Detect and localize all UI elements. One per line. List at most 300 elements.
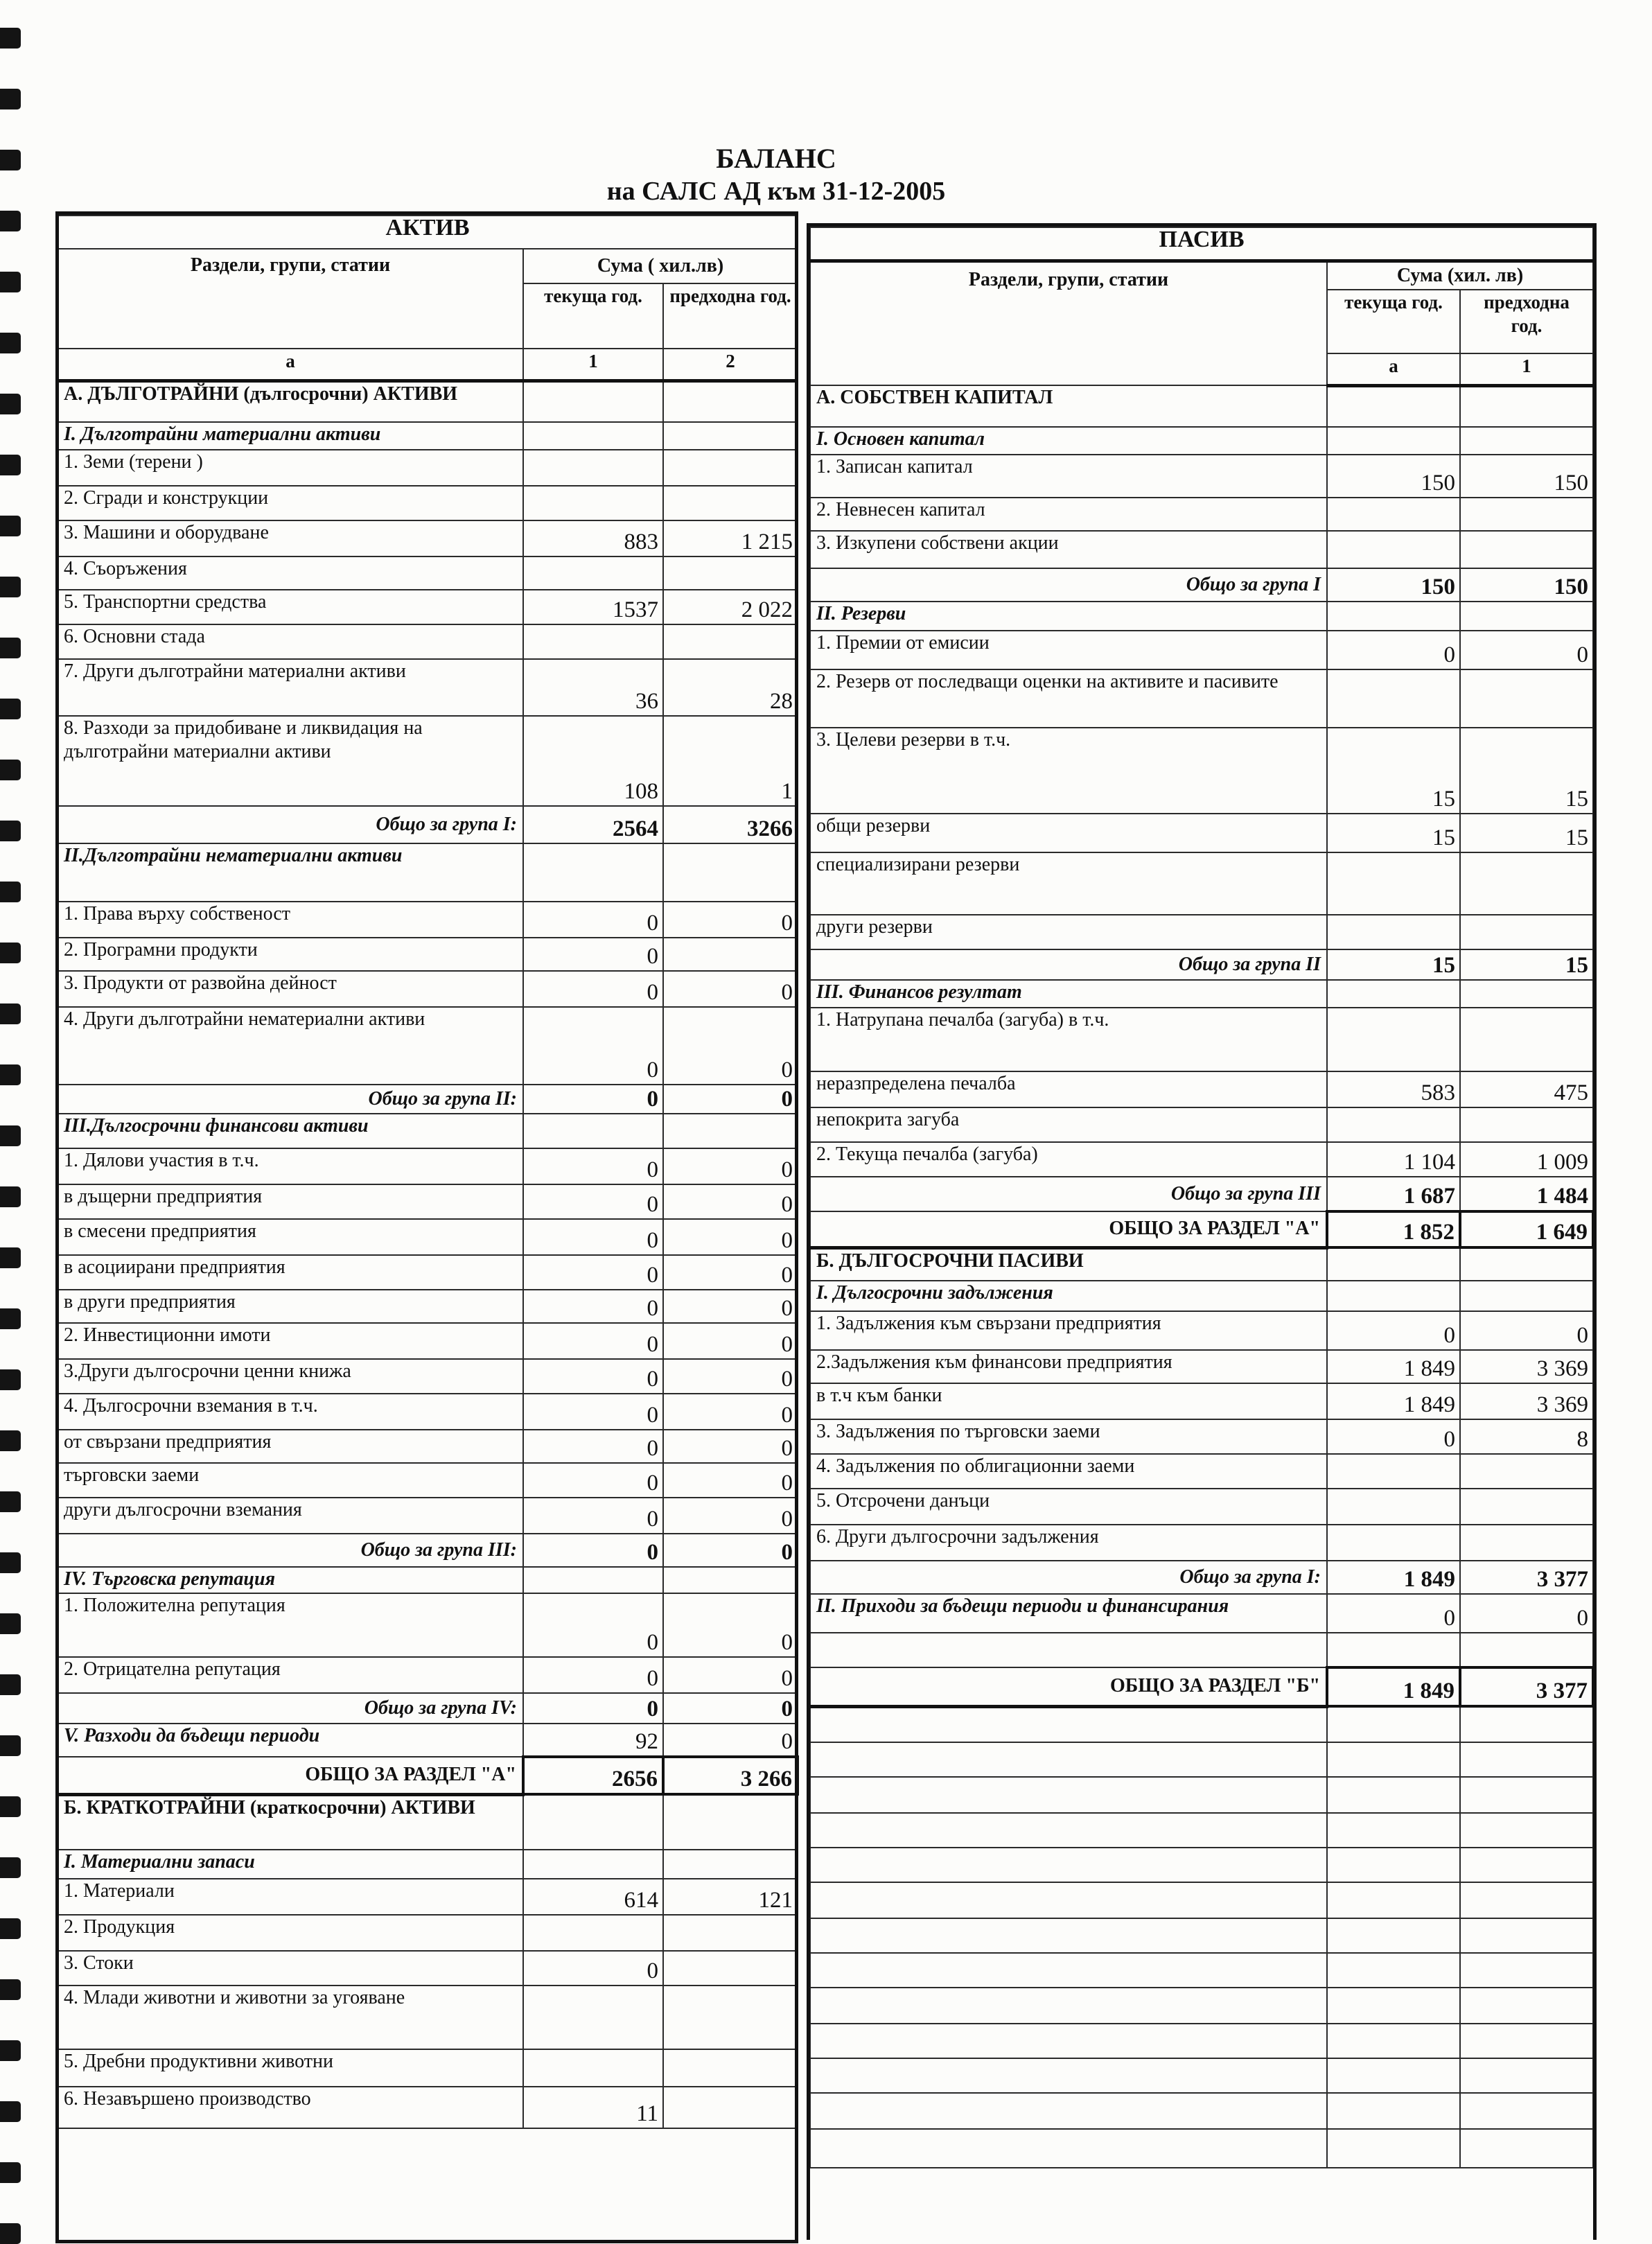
asset-row-label: 4. Съоръжения (58, 556, 523, 590)
asset-row-label: в смесени предприятия (58, 1219, 523, 1255)
liability-row-label: Общо за група III (810, 1177, 1327, 1211)
liability-idx-a: а (1327, 353, 1460, 385)
asset-row-label: 6. Незавършено производство (58, 2087, 523, 2128)
binding-ring (0, 28, 21, 49)
binding-ring (0, 394, 21, 414)
asset-row-previous: 0 (663, 1085, 798, 1114)
asset-row (58, 1915, 798, 1951)
liability-row-previous: 0 (1460, 1311, 1593, 1350)
asset-row-label: търговски заеми (58, 1463, 523, 1498)
liability-row (810, 1918, 1593, 1953)
asset-row (58, 659, 798, 716)
binding-ring (0, 1613, 21, 1634)
liability-row (810, 1008, 1593, 1071)
asset-row (58, 1219, 798, 1255)
liability-row (810, 1311, 1593, 1350)
liability-row (810, 1383, 1593, 1419)
asset-row (58, 1657, 798, 1693)
asset-col-previous: предходна год. (663, 283, 798, 349)
liability-row (810, 1281, 1593, 1311)
liability-row-previous: 1 009 (1460, 1142, 1593, 1177)
liability-row-label: 2. Текуща печалба (загуба) (810, 1142, 1327, 1177)
liability-row-current: 0 (1327, 1419, 1460, 1454)
liability-row-previous (1460, 1988, 1593, 2024)
liability-row (810, 2129, 1593, 2168)
liability-row-label (810, 1777, 1327, 1813)
liability-row (810, 1953, 1593, 1988)
liability-row-current (1327, 1247, 1460, 1281)
liability-row-previous (1460, 427, 1593, 455)
liability-row-current (1327, 980, 1460, 1008)
asset-row-current: 0 (523, 1184, 663, 1219)
asset-row-previous: 0 (663, 1394, 798, 1430)
liability-row-previous (1460, 2129, 1593, 2168)
liability-row-current (1327, 852, 1460, 915)
asset-row-previous (663, 1794, 798, 1850)
liability-row (810, 1071, 1593, 1107)
liability-row-previous: 15 (1460, 949, 1593, 980)
asset-row-label: 6. Основни стада (58, 624, 523, 659)
asset-row (58, 1879, 798, 1915)
asset-row-current: 0 (523, 1534, 663, 1567)
asset-row-previous: 0 (663, 1430, 798, 1463)
title-block (527, 142, 1026, 207)
liability-row (810, 1706, 1593, 1742)
asset-row-label: 3. Продукти от развойна дейност (58, 971, 523, 1007)
asset-row-previous: 1 215 (663, 520, 798, 556)
liability-row-label: II. Резерви (810, 602, 1327, 631)
liability-row-label (810, 1848, 1327, 1882)
liability-row-current (1327, 669, 1460, 728)
asset-idx-1: 1 (523, 349, 663, 380)
liability-row-previous: 3 369 (1460, 1350, 1593, 1383)
liability-row-previous: 3 369 (1460, 1383, 1593, 1419)
asset-row-label: от свързани предприятия (58, 1430, 523, 1463)
asset-row-previous: 28 (663, 659, 798, 716)
liability-row-current: 1 104 (1327, 1142, 1460, 1177)
liability-row-current: 1 849 (1327, 1350, 1460, 1383)
liability-row-current (1327, 915, 1460, 949)
liability-row-previous (1460, 980, 1593, 1008)
asset-heading: АКТИВ (58, 216, 798, 249)
asset-row-current (523, 1114, 663, 1148)
liability-row-current (1327, 1008, 1460, 1071)
liability-row (810, 852, 1593, 915)
liability-row-current: 1 849 (1327, 1667, 1460, 1706)
liability-row-label: специализирани резерви (810, 852, 1327, 915)
asset-row-current: 0 (523, 938, 663, 971)
liability-row-current (1327, 1633, 1460, 1667)
liability-row-label: 3. Изкупени собствени акции (810, 531, 1327, 568)
liability-row-current: 15 (1327, 728, 1460, 814)
liability-row-current (1327, 2058, 1460, 2093)
asset-row (58, 486, 798, 520)
asset-row (58, 1794, 798, 1850)
binding-ring (0, 882, 21, 902)
liability-row-previous: 150 (1460, 455, 1593, 498)
asset-row-label: ОБЩО ЗА РАЗДЕЛ "А" (58, 1757, 523, 1794)
liability-row-current (1327, 1813, 1460, 1848)
liability-row-label (810, 2093, 1327, 2129)
asset-row-current: 0 (523, 1290, 663, 1323)
liability-row-previous (1460, 915, 1593, 949)
liability-row (810, 1882, 1593, 1918)
asset-row (58, 843, 798, 902)
asset-row-current: 0 (523, 1430, 663, 1463)
asset-row-current (523, 450, 663, 486)
liability-row-current (1327, 1918, 1460, 1953)
asset-row-previous (663, 1114, 798, 1148)
asset-row-current: 0 (523, 1085, 663, 1114)
asset-row-current: 0 (523, 1498, 663, 1534)
liability-row-previous (1460, 1454, 1593, 1489)
liability-row-current: 0 (1327, 1311, 1460, 1350)
liability-row-label: в т.ч към банки (810, 1383, 1327, 1419)
liability-row-label: 2. Невнесен капитал (810, 498, 1327, 531)
asset-row-previous (663, 486, 798, 520)
binding-ring (0, 821, 21, 841)
asset-row-label: Общо за група I: (58, 806, 523, 843)
liability-row-label: неразпределена печалба (810, 1071, 1327, 1107)
liability-row-previous (1460, 385, 1593, 427)
asset-row-current: 0 (523, 1255, 663, 1290)
asset-row-current: 0 (523, 1657, 663, 1693)
asset-row-label: 3.Други дългосрочни ценни книжа (58, 1359, 523, 1394)
asset-row-previous: 0 (663, 1359, 798, 1394)
asset-row-previous (663, 2049, 798, 2087)
asset-row-current (523, 624, 663, 659)
liability-row (810, 1177, 1593, 1211)
asset-row-previous (663, 450, 798, 486)
asset-row-previous (663, 843, 798, 902)
page-title: БАЛАНС (716, 143, 836, 174)
asset-row-previous: 2 022 (663, 590, 798, 624)
liability-row (810, 1350, 1593, 1383)
liability-row-previous: 3 377 (1460, 1667, 1593, 1706)
asset-row-previous: 0 (663, 1498, 798, 1534)
asset-row-label: 5. Дребни продуктивни животни (58, 2049, 523, 2087)
liability-row-previous (1460, 1008, 1593, 1071)
liability-row-label: 3. Задължения по търговски заеми (810, 1419, 1327, 1454)
liability-row (810, 728, 1593, 814)
asset-row-label: в асоциирани предприятия (58, 1255, 523, 1290)
asset-row-current: 0 (523, 1593, 663, 1657)
liability-row-previous: 150 (1460, 568, 1593, 602)
liability-row-current (1327, 1107, 1460, 1142)
page-subtitle: на САЛС АД към 31-12-2005 (606, 177, 946, 206)
asset-row-label: 2. Продукция (58, 1915, 523, 1951)
liability-row-label: 4. Задължения по облигационни заеми (810, 1454, 1327, 1489)
liability-row-label: 3. Целеви резерви в т.ч. (810, 728, 1327, 814)
binding-ring (0, 1491, 21, 1512)
asset-row-current (523, 422, 663, 450)
asset-row-previous: 0 (663, 1007, 798, 1085)
liability-table (809, 227, 1594, 2168)
liability-row-current (1327, 1953, 1460, 1988)
asset-row (58, 1184, 798, 1219)
liability-idx-1: 1 (1460, 353, 1593, 385)
liability-row-label (810, 2058, 1327, 2093)
liability-row (810, 915, 1593, 949)
asset-row (58, 1007, 798, 1085)
asset-row-current: 1537 (523, 590, 663, 624)
asset-row-label: А. ДЪЛГОТРАЙНИ (дългосрочни) АКТИВИ (58, 380, 523, 422)
binding-ring (0, 577, 21, 597)
liability-row (810, 498, 1593, 531)
asset-row-label: 2. Инвестиционни имоти (58, 1323, 523, 1359)
liability-row (810, 980, 1593, 1008)
asset-row (58, 590, 798, 624)
asset-row-label: 2. Отрицателна репутация (58, 1657, 523, 1693)
asset-row-previous: 0 (663, 1724, 798, 1757)
liability-row-label: ОБЩО ЗА РАЗДЕЛ "А" (810, 1211, 1327, 1247)
binding-ring (0, 1064, 21, 1085)
liability-row (810, 1419, 1593, 1454)
liability-row (810, 568, 1593, 602)
asset-row (58, 450, 798, 486)
liability-row-previous: 0 (1460, 631, 1593, 669)
asset-row-current (523, 1915, 663, 1951)
asset-row-previous (663, 556, 798, 590)
liability-row-label: ОБЩО ЗА РАЗДЕЛ "Б" (810, 1667, 1327, 1706)
liability-row-label: III. Финансов резултат (810, 980, 1327, 1008)
asset-row (58, 380, 798, 422)
binding-ring (0, 272, 21, 292)
asset-row (58, 1693, 798, 1724)
asset-row-current: 0 (523, 1693, 663, 1724)
liability-row (810, 1988, 1593, 2024)
asset-row-current: 0 (523, 1463, 663, 1498)
asset-row-label: 3. Стоки (58, 1951, 523, 1986)
asset-row-label: Общо за група IV: (58, 1693, 523, 1724)
asset-row-label: в дъщерни предприятия (58, 1184, 523, 1219)
binding-ring (0, 1552, 21, 1573)
liability-row (810, 2093, 1593, 2129)
liability-row-label (810, 1742, 1327, 1777)
asset-row-previous: 1 (663, 716, 798, 806)
spiral-binding (0, 0, 42, 2240)
binding-ring (0, 1796, 21, 1817)
asset-col-current: текуща год. (523, 283, 663, 349)
liability-row-current (1327, 427, 1460, 455)
asset-row-current (523, 2049, 663, 2087)
liability-row-label (810, 2129, 1327, 2168)
asset-row-current: 36 (523, 659, 663, 716)
asset-row-current (523, 556, 663, 590)
liability-row (810, 1667, 1593, 1706)
liability-col-sections: Раздели, групи, статии (810, 261, 1327, 385)
asset-row-current: 2564 (523, 806, 663, 843)
asset-row-label: II.Дълготрайни нематериални активи (58, 843, 523, 902)
liability-row-current: 0 (1327, 631, 1460, 669)
asset-row-previous (663, 2087, 798, 2128)
liability-row (810, 1777, 1593, 1813)
asset-row-previous: 3 266 (663, 1757, 798, 1794)
asset-row-label: 4. Млади животни и животни за угояване (58, 1986, 523, 2049)
asset-row (58, 1724, 798, 1757)
binding-ring (0, 2040, 21, 2061)
liability-row-previous: 1 649 (1460, 1211, 1593, 1247)
binding-ring (0, 211, 21, 231)
binding-ring (0, 699, 21, 719)
liability-row (810, 385, 1593, 427)
liability-row-current (1327, 498, 1460, 531)
liability-row (810, 1247, 1593, 1281)
liability-row-label (810, 1953, 1327, 1988)
liability-row-label: Общо за група I (810, 568, 1327, 602)
asset-row (58, 1850, 798, 1879)
asset-row-current: 0 (523, 902, 663, 938)
asset-row-label: в други предприятия (58, 1290, 523, 1323)
asset-row-previous: 0 (663, 1463, 798, 1498)
liability-row-previous (1460, 1813, 1593, 1848)
liability-row-label: Общо за група II (810, 949, 1327, 980)
liability-row-current (1327, 2093, 1460, 2129)
asset-row-label: други дългосрочни вземания (58, 1498, 523, 1534)
liability-row (810, 1561, 1593, 1594)
liability-row-previous (1460, 1882, 1593, 1918)
binding-ring (0, 333, 21, 353)
asset-row (58, 556, 798, 590)
asset-row-current: 0 (523, 971, 663, 1007)
liability-row-label (810, 1706, 1327, 1742)
binding-ring (0, 760, 21, 780)
liability-row-current (1327, 1988, 1460, 2024)
liability-row (810, 602, 1593, 631)
liability-row-current: 1 687 (1327, 1177, 1460, 1211)
liability-row-previous (1460, 531, 1593, 568)
asset-row (58, 938, 798, 971)
liability-row-label: 2.Задължения към финансови предприятия (810, 1350, 1327, 1383)
asset-row-label: 2. Програмни продукти (58, 938, 523, 971)
asset-row-previous (663, 1915, 798, 1951)
liability-row (810, 427, 1593, 455)
asset-row (58, 902, 798, 938)
binding-ring (0, 1186, 21, 1207)
binding-ring (0, 1430, 21, 1451)
asset-row-previous: 3266 (663, 806, 798, 843)
liability-row-label (810, 1882, 1327, 1918)
asset-row-previous (663, 1567, 798, 1593)
asset-row-current: 108 (523, 716, 663, 806)
liability-row (810, 631, 1593, 669)
asset-row-previous: 0 (663, 1323, 798, 1359)
asset-row (58, 1593, 798, 1657)
asset-row (58, 1951, 798, 1986)
asset-row-label: V. Разходи да бъдещи периоди (58, 1724, 523, 1757)
asset-row-label: 8. Разходи за придобиване и ликвидация на дълготрайни материални активи (58, 716, 523, 806)
asset-row-label: 1. Материали (58, 1879, 523, 1915)
liability-row-label: 2. Резерв от последващи оценки на активите и пасивите (810, 669, 1327, 728)
liability-row-label: 1. Записан капитал (810, 455, 1327, 498)
binding-ring (0, 1003, 21, 1024)
liability-row-previous (1460, 2093, 1593, 2129)
asset-row-previous (663, 380, 798, 422)
liability-row-previous (1460, 602, 1593, 631)
asset-row-current: 0 (523, 1219, 663, 1255)
liability-row-current: 15 (1327, 949, 1460, 980)
liability-row-label: 6. Други дългосрочни задължения (810, 1525, 1327, 1561)
liability-row-previous (1460, 1281, 1593, 1311)
asset-row-current: 0 (523, 1359, 663, 1394)
liability-row-label (810, 1988, 1327, 2024)
liability-row-current: 1 852 (1327, 1211, 1460, 1247)
asset-row-label: Общо за група II: (58, 1085, 523, 1114)
liability-row-current (1327, 602, 1460, 631)
liability-heading: ПАСИВ (810, 227, 1593, 261)
asset-row-current (523, 1986, 663, 2049)
liability-row-previous (1460, 1777, 1593, 1813)
liability-row-label: Б. ДЪЛГОСРОЧНИ ПАСИВИ (810, 1247, 1327, 1281)
asset-row (58, 1567, 798, 1593)
asset-row (58, 1498, 798, 1534)
binding-ring (0, 1125, 21, 1146)
asset-row-label: 2. Сгради и конструкции (58, 486, 523, 520)
asset-row-previous: 0 (663, 1693, 798, 1724)
asset-row-current (523, 486, 663, 520)
liability-row-previous (1460, 2024, 1593, 2058)
liability-row-label: II. Приходи за бъдещи периоди и финансирания (810, 1594, 1327, 1633)
liability-row (810, 1454, 1593, 1489)
asset-row (58, 2049, 798, 2087)
asset-row-label: 4. Други дълготрайни нематериални активи (58, 1007, 523, 1085)
binding-ring (0, 1369, 21, 1390)
liability-row-current: 150 (1327, 568, 1460, 602)
liability-row-current: 1 849 (1327, 1383, 1460, 1419)
liability-row-previous (1460, 498, 1593, 531)
liability-row-label: 1. Натрупана печалба (загуба) в т.ч. (810, 1008, 1327, 1071)
liability-row-current (1327, 1848, 1460, 1882)
liability-row-previous (1460, 1742, 1593, 1777)
liability-row (810, 1813, 1593, 1848)
liability-row-label: I. Дългосрочни задължения (810, 1281, 1327, 1311)
liability-row-previous (1460, 1525, 1593, 1561)
binding-ring (0, 1735, 21, 1756)
liability-row-previous (1460, 852, 1593, 915)
asset-row-previous (663, 624, 798, 659)
liability-row-previous: 8 (1460, 1419, 1593, 1454)
liability-row (810, 949, 1593, 980)
liability-row-previous (1460, 669, 1593, 728)
asset-row-previous: 0 (663, 1255, 798, 1290)
liability-row-label: 1. Премии от емисии (810, 631, 1327, 669)
asset-row-previous (663, 422, 798, 450)
liability-row-current: 15 (1327, 814, 1460, 852)
asset-row-label: 1. Положителна репутация (58, 1593, 523, 1657)
liability-row-previous: 1 484 (1460, 1177, 1593, 1211)
asset-table (57, 215, 799, 2129)
liability-row-current (1327, 2024, 1460, 2058)
asset-row-current (523, 380, 663, 422)
asset-row (58, 1430, 798, 1463)
liability-row (810, 1742, 1593, 1777)
liability-row-previous (1460, 1633, 1593, 1667)
asset-row (58, 1290, 798, 1323)
asset-row-label: 7. Други дълготрайни материални активи (58, 659, 523, 716)
asset-row-previous: 0 (663, 1184, 798, 1219)
asset-row-previous (663, 1986, 798, 2049)
asset-row-previous: 0 (663, 1657, 798, 1693)
binding-ring (0, 89, 21, 109)
liability-row (810, 1211, 1593, 1247)
liability-row-previous: 475 (1460, 1071, 1593, 1107)
asset-row-label: I. Дълготрайни материални активи (58, 422, 523, 450)
asset-row-previous (663, 938, 798, 971)
binding-ring (0, 150, 21, 170)
liability-row-current: 1 849 (1327, 1561, 1460, 1594)
liability-row-label: други резерви (810, 915, 1327, 949)
asset-row-current: 883 (523, 520, 663, 556)
